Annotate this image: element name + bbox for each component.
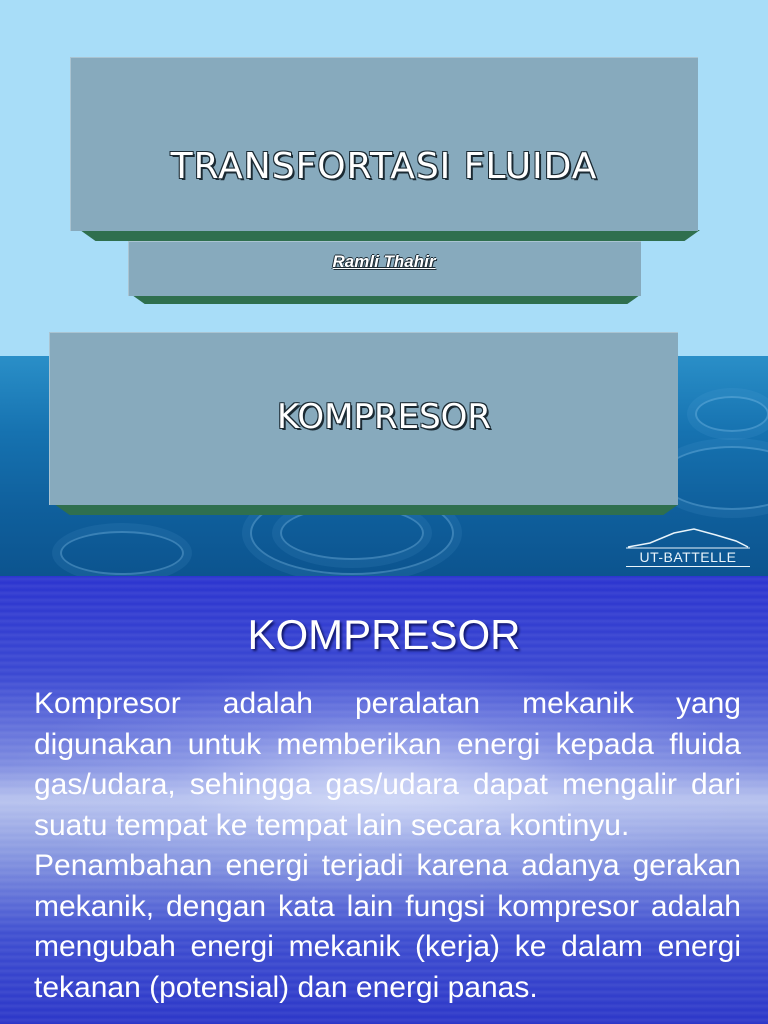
slide-subtitle: KOMPRESOR [276, 397, 492, 437]
paragraph: Penambahan energi terjadi karena adanya gerakan mekanik, dengan kata lain fungsi kompresor adalah mengubah energi mekanik (kerja) ke dalam energi tekanan (potensial) dan energi panas. [34, 849, 741, 1004]
logo-underline [626, 566, 750, 567]
content-body [34, 684, 741, 1008]
author-name: Ramli Thahir [332, 252, 436, 271]
title-panel-base [80, 230, 700, 241]
author-panel-base [132, 295, 640, 304]
content-title: KOMPRESOR [247, 611, 521, 658]
paragraph: Kompresor adalah peralatan mekanik yang digunakan untuk memberikan energi kepada fluida gas/udara, sehingga gas/udara dapat mengalir dari suatu tempat ke tempat lain secara kontinyu. [34, 687, 741, 842]
ripple-decoration [60, 531, 184, 575]
presentation-title: TRANSFORTASI FLUIDA [170, 146, 598, 187]
logo-text: UT-BATTELLE [639, 549, 737, 565]
subtitle-panel-base [54, 504, 679, 515]
ut-battelle-logo [624, 527, 752, 567]
mountain-logo-icon [624, 527, 752, 551]
title-panel [70, 57, 698, 231]
slide-content [0, 576, 768, 1024]
